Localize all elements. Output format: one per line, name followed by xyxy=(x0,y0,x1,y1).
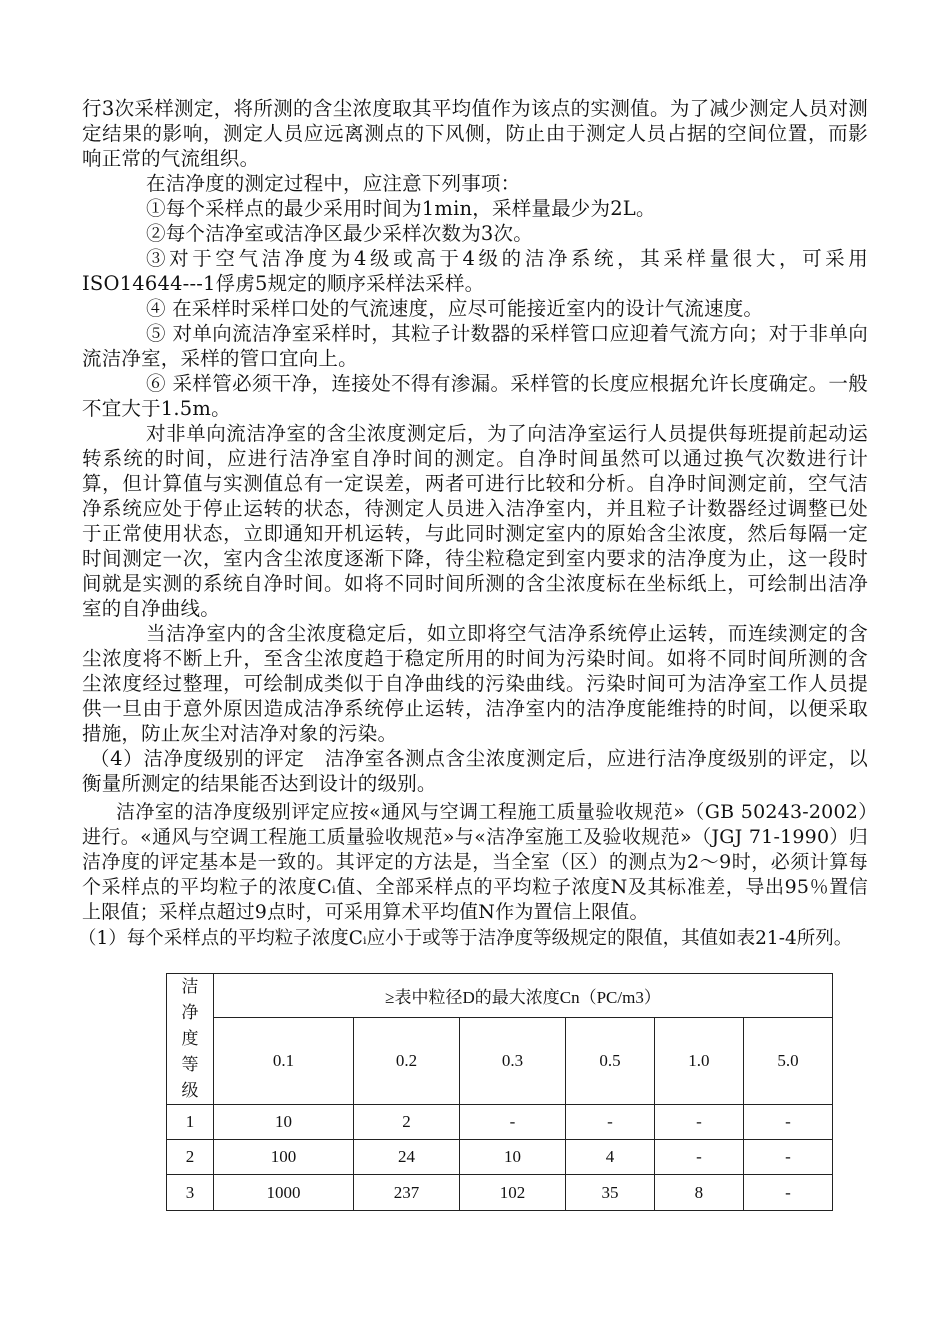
paragraph-self-cleaning-time: 对非单向流洁净室的含尘浓度测定后，为了向洁净室运行人员提供每班提前起动运转系统的时间，应进行洁净室自净时间的测定。自净时间虽然可以通过换气次数进行计算，但计算值与实测值总有一定误差，两者可进行比较和分析。自净时间测定前，空气洁净系统应处于停止运转的状态，待测定人员进入洁净室内，并且粒子计数器经过调整已处于正常使用状态，立即通知开机运转，与此同时测定室内的原始含尘浓度，然后每隔一定时间测定一次，室内含尘浓度逐渐下降，待尘粒稳定到室内要求的洁净度为止，这一段时间就是实测的系统自净时间。如将不同时间所测的含尘浓度标在坐标纸上，可绘制出洁净室的自净曲线。 xyxy=(82,422,868,620)
table-cell: - xyxy=(565,1105,654,1140)
level-header-char: 级 xyxy=(181,1081,199,1100)
column-header: 1.0 xyxy=(654,1017,743,1104)
table-cell: - xyxy=(743,1175,832,1211)
table-cell: 100 xyxy=(214,1140,354,1175)
list-item-4: ④ 在采样时采样口处的气流速度，应尽可能接近室内的设计气流速度。 xyxy=(146,297,764,320)
list-item-6: ⑥ 采样管必须干净，连接处不得有渗漏。采样管的长度应根据允许长度确定。一般不宜大于1.5m。 xyxy=(82,372,868,420)
column-header: 0.3 xyxy=(459,1017,565,1104)
table-caption: （1）每个采样点的平均粒子浓度Cᵢ应小于或等于洁净度等级规定的限值，其值如表21-4所列。 xyxy=(78,928,853,949)
table-cell: 102 xyxy=(459,1175,565,1211)
level-header xyxy=(167,974,214,1105)
table-row xyxy=(167,1140,833,1175)
document-body xyxy=(78,96,868,951)
table-cell: - xyxy=(743,1105,832,1140)
table-cell: 8 xyxy=(654,1175,743,1211)
paragraph-contamination-time: 当洁净室内的含尘浓度稳定后，如立即将空气洁净系统停止运转，而连续测定的含尘浓度将不断上升，至含尘浓度趋于稳定所用的时间为污染时间。如将不同时间所测的含尘浓度经过整理，可绘制成类似于自净曲线的污染曲线。污染时间可为洁净室工作人员提供一旦由于意外原因造成洁净系统停止运转，洁净室内的洁净度能维持的时间，以便采取措施，防止灰尘对洁净对象的污染。 xyxy=(82,622,868,745)
cleanliness-limit-table xyxy=(166,973,833,1211)
section-heading-cleanliness-evaluation: （4）洁净度级别的评定 洁净室各测点含尘浓度测定后，应进行洁净度级别的评定，以衡量所测定的结果能否达到设计的级别。 xyxy=(82,747,868,795)
column-header: 0.5 xyxy=(565,1017,654,1104)
level-header-char: 洁 xyxy=(181,977,199,996)
list-item-3: ③对于空气洁净度为4级或高于4级的洁净系统，其采样量很大，可采用ISO14644---1俘虏5规定的顺序采样法采样。 xyxy=(82,247,868,295)
list-item-2: ②每个洁净室或洁净区最少采样次数为3次。 xyxy=(146,222,533,245)
table-cell: 4 xyxy=(565,1140,654,1175)
paragraph-notes-intro: 在洁净度的测定过程中，应注意下列事项： xyxy=(146,172,521,195)
table-cell: - xyxy=(654,1140,743,1175)
level-header-char: 度 xyxy=(181,1029,199,1048)
paragraph-evaluation-method: 洁净室的洁净度级别评定应按«通风与空调工程施工质量验收规范»（GB 50243-2002）进行。«通风与空调工程施工质量验收规范»与«洁净室施工及验收规范»（JGJ 71-1990）归洁净度的评定基本是一致的。其评定的方法是，当全室（区）的测点为2～9时，必须计算每个采样点的平均粒子的浓度Cᵢ值、全部采样点的平均粒子浓度N及其标准差，导出95％置信上限值；采样点超过9点时，可采用算术平均值N作为置信上限值。 xyxy=(82,801,868,923)
table-row xyxy=(167,1105,833,1140)
column-header: 0.1 xyxy=(214,1017,354,1104)
level-header-char: 净 xyxy=(181,1003,199,1022)
table-cell: - xyxy=(743,1140,832,1175)
table-cell: 1000 xyxy=(214,1175,354,1211)
table-cell: - xyxy=(459,1105,565,1140)
table-cell: 237 xyxy=(353,1175,459,1211)
concentration-group-header: ≥表中粒径D的最大浓度Cn（PC/m3） xyxy=(214,974,833,1018)
table-cell: 2 xyxy=(353,1105,459,1140)
level-cell: 3 xyxy=(167,1175,214,1211)
table-row xyxy=(167,1175,833,1211)
level-cell: 2 xyxy=(167,1140,214,1175)
table-cell: 24 xyxy=(353,1140,459,1175)
column-header: 0.2 xyxy=(353,1017,459,1104)
table-cell: - xyxy=(654,1105,743,1140)
list-item-5: ⑤ 对单向流洁净室采样时，其粒子计数器的采样管口应迎着气流方向；对于非单向流洁净室，采样的管口宜向上。 xyxy=(82,322,868,370)
level-header-char: 等 xyxy=(181,1055,199,1074)
level-cell: 1 xyxy=(167,1105,214,1140)
column-header: 5.0 xyxy=(743,1017,832,1104)
paragraph-sampling-average: 行3次采样测定，将所测的含尘浓度取其平均值作为该点的实测值。为了减少测定人员对测定结果的影响，测定人员应远离测点的下风侧，防止由于测定人员占据的空间位置，而影响正常的气流组织。 xyxy=(82,97,868,170)
table-cell: 10 xyxy=(214,1105,354,1140)
table-cell: 10 xyxy=(459,1140,565,1175)
table-cell: 35 xyxy=(565,1175,654,1211)
list-item-1: ①每个采样点的最少采用时间为1min，采样量最少为2L。 xyxy=(146,197,656,220)
